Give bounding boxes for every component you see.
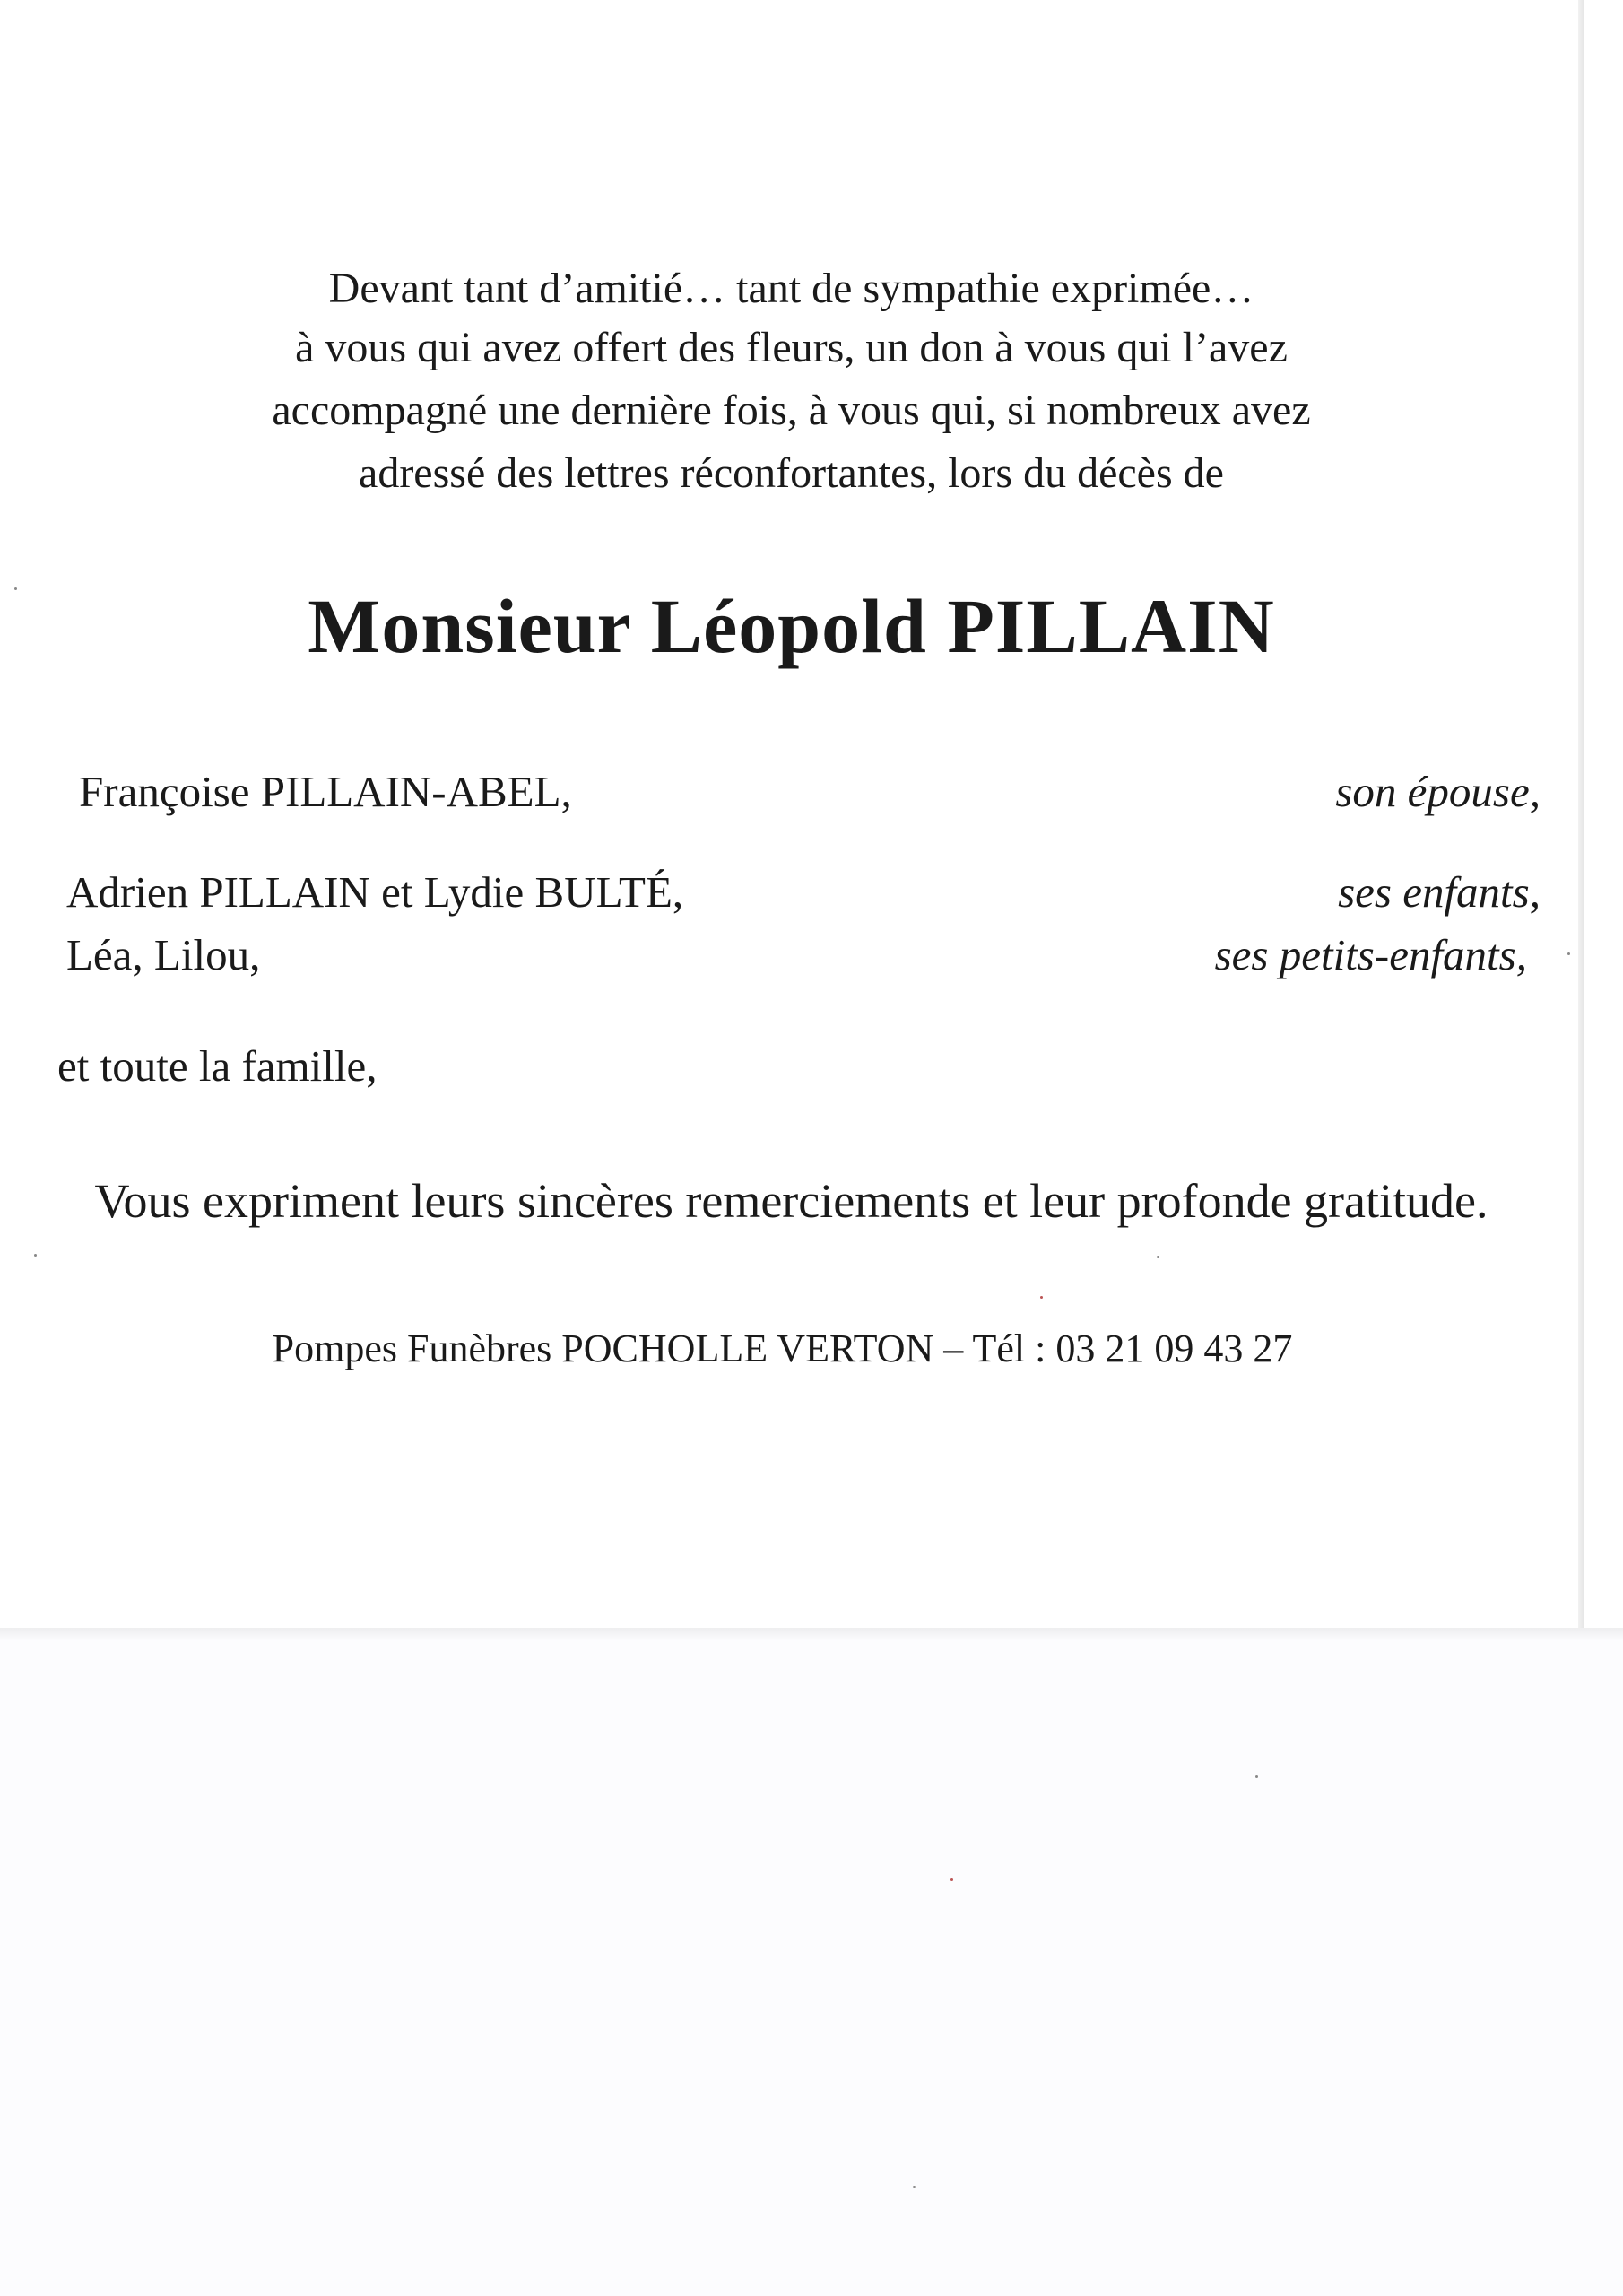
sheet-fold xyxy=(0,1628,1623,1640)
scan-speck xyxy=(1157,1256,1159,1258)
scan-speck xyxy=(913,2186,916,2188)
intro-line-1: Devant tant d’amitié… tant de sympathie exprimée… xyxy=(328,265,1254,312)
scan-speck xyxy=(1040,1296,1043,1299)
family-grandchildren-names: Léa, Lilou, xyxy=(66,930,261,979)
blank-lower-sheet xyxy=(0,1640,1623,2296)
deceased-name: Monsieur Léopold PILLAIN xyxy=(308,583,1275,669)
scan-speck xyxy=(1567,952,1570,955)
family-extended: et toute la famille, xyxy=(57,1041,378,1091)
scan-speck xyxy=(950,1878,953,1881)
scan-speck xyxy=(1255,1775,1258,1778)
family-children-relation: ses enfants, xyxy=(1338,867,1541,917)
intro-line-2: à vous qui avez offert des fleurs, un don à vous qui l’avez xyxy=(295,324,1288,371)
thanks-line: Vous expriment leurs sincères remerciements et leur profonde gratitude. xyxy=(94,1174,1488,1228)
intro-line-4: adressé des lettres réconfortantes, lors du décès de xyxy=(359,449,1224,497)
scan-speck xyxy=(14,587,17,590)
family-spouse-relation: son épouse, xyxy=(1335,767,1541,816)
family-children-names: Adrien PILLAIN et Lydie BULTÉ, xyxy=(66,867,684,917)
card-edge xyxy=(1578,0,1584,1628)
intro-line-3: accompagné une dernière fois, à vous qui, si nombreux avez xyxy=(272,387,1311,434)
scan-speck xyxy=(34,1254,37,1257)
family-spouse-name: Françoise PILLAIN-ABEL, xyxy=(79,767,572,816)
family-grandchildren-relation: ses petits-enfants, xyxy=(1214,930,1527,979)
funeral-home-line: Pompes Funèbres POCHOLLE VERTON – Tél : 03 21 09 43 27 xyxy=(272,1326,1293,1370)
